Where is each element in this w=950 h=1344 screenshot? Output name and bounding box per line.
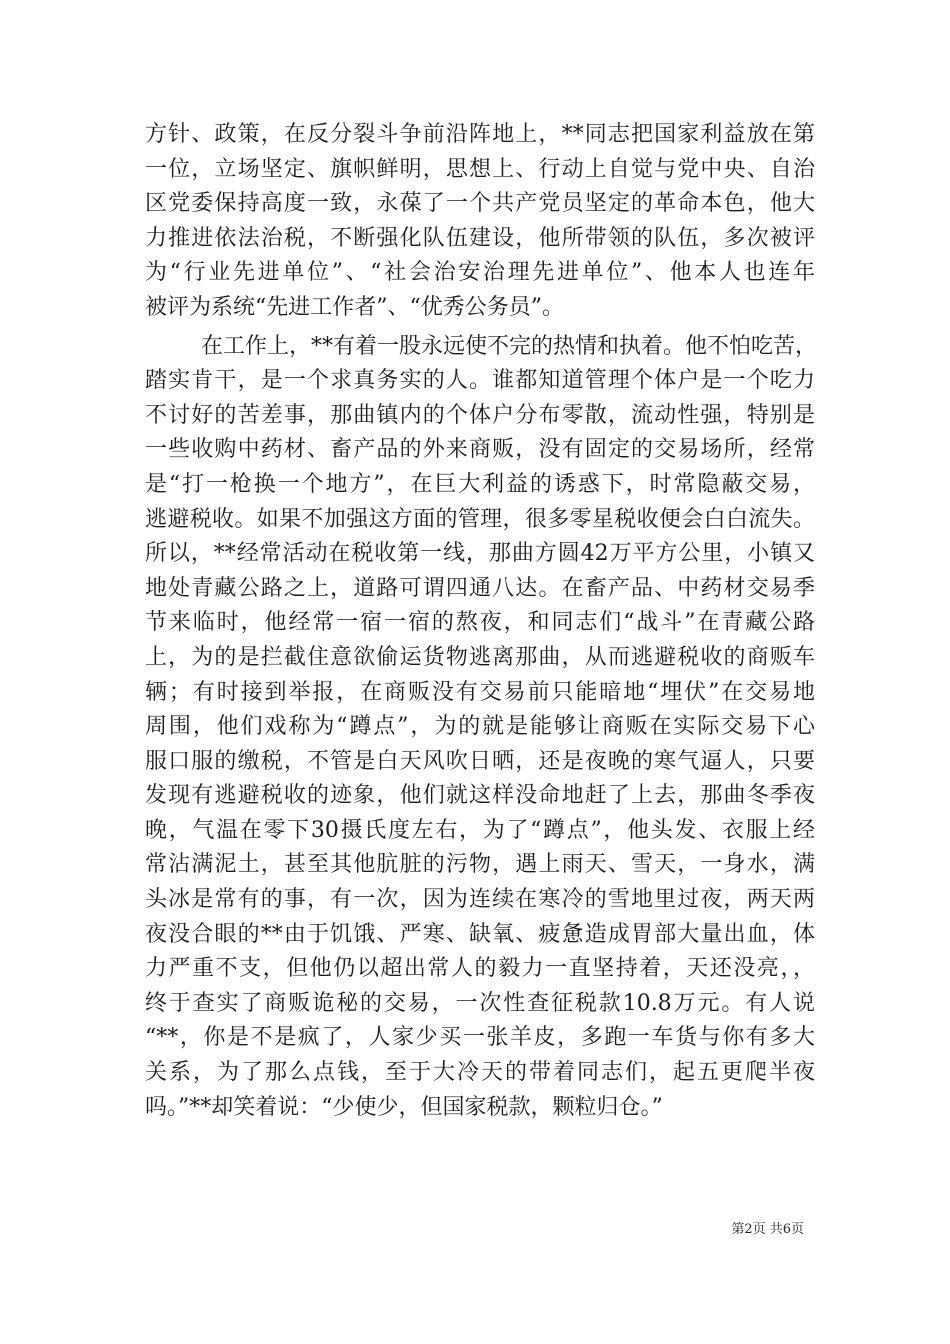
body-text [145,118,818,1125]
text-line: 夜没合眼的**由于饥饿、严寒、缺氧、疲惫造成胃部大量出血，体 [145,921,815,947]
text-line: 踏实肯干，是一个求真务实的人。谁都知道管理个体户是一个吃力 [145,368,815,394]
text-line: 力推进依法治税，不断强化队伍建设，他所带领的队伍，多次被评 [145,225,815,251]
text-line: 常沾满泥土，甚至其他肮脏的污物，遇上雨天、雪天，一身水，满 [145,852,815,878]
paragraph-2 [145,330,818,1126]
text-line: 晚，气温在零下30摄氏度左右，为了“蹲点”，他头发、衣服上经 [145,817,815,843]
text-line: 地处青藏公路之上，道路可谓四通八达。在畜产品、中药材交易季 [145,575,815,601]
text-line: 服口服的缴税，不管是白天风吹日晒，还是夜晚的寒气逼人，只要 [145,748,815,774]
text-line: 关系，为了那么点钱，至于大冷天的带着同志们，起五更爬半夜 [145,1060,815,1086]
text-line: 逃避税收。如果不加强这方面的管理，很多零星税收便会白白流失。 [145,506,815,532]
text-line: 一位，立场坚定、旗帜鲜明，思想上、行动上自觉与党中央、自治 [145,156,815,182]
text-line: 上，为的是拦截住意欲偷运货物逃离那曲，从而逃避税收的商贩车 [145,644,815,670]
text-line: 被评为系统“先进工作者”、“优秀公务员”。 [145,294,564,320]
text-line: 在工作上，**有着一股永远使不完的热情和执着。他不怕吃苦， [201,333,818,359]
paragraph-1 [145,118,815,326]
text-line: 一些收购中药材、畜产品的外来商贩，没有固定的交易场所，经常 [145,437,815,463]
text-line: 终于查实了商贩诡秘的交易，一次性查征税款10.8万元。有人说 [145,990,815,1016]
text-line: 吗。”**却笑着说：“少使少，但国家税款，颗粒归仓。” [145,1094,663,1120]
text-line: 节来临时，他经常一宿一宿的熬夜，和同志们“战斗”在青藏公路 [145,610,815,636]
text-line: 辆；有时接到举报，在商贩没有交易前只能暗地“埋伏”在交易地 [145,679,815,705]
text-line: 区党委保持高度一致，永葆了一个共产党员坚定的革命本色，他大 [145,191,815,217]
text-line: 周围，他们戏称为“蹲点”，为的就是能够让商贩在实际交易下心 [145,714,815,740]
text-line: 力严重不支，但他仍以超出常人的毅力一直坚持着，天还没亮，， [145,956,815,982]
text-line: 发现有逃避税收的迹象，他们就这样没命地赶了上去，那曲冬季夜 [145,783,815,809]
text-line: 所以，**经常活动在税收第一线，那曲方圆42万平方公里，小镇又 [145,541,815,567]
text-line: “**，你是不是疯了，人家少买一张羊皮，多跑一车货与你有多大 [145,1025,815,1051]
text-line: 方针、政策，在反分裂斗争前沿阵地上，**同志把国家利益放在第 [145,122,815,147]
text-line: 是“打一枪换一个地方”，在巨大利益的诱惑下，时常隐蔽交易， [145,471,815,497]
text-line: 不讨好的苦差事，那曲镇内的个体户分布零散，流动性强，特别是 [145,402,815,428]
text-line: 头冰是常有的事，有一次，因为连续在寒冷的雪地里过夜，两天两 [145,887,815,913]
text-line: 为“行业先进单位”、“社会治安治理先进单位”、他本人也连年 [145,260,815,286]
page-number-footer: 第2页 共6页 [731,1222,804,1237]
